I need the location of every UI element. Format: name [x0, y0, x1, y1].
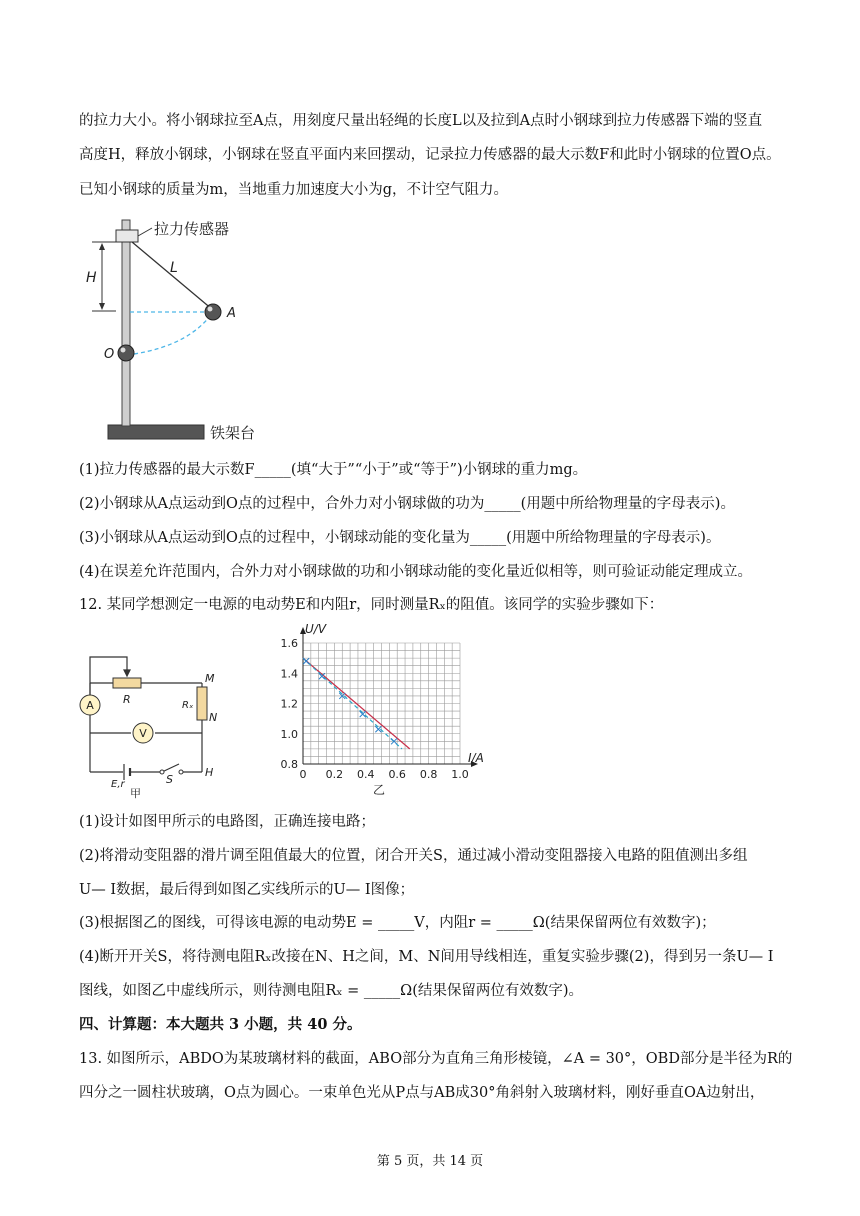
section-heading: 四、计算题：本大题共 3 小题，共 40 分。: [79, 1016, 362, 1033]
x-tick-label: 0.6: [388, 768, 406, 781]
x-axis-label: I/A: [468, 751, 484, 765]
y-tick-label: 1.6: [280, 637, 298, 650]
circuit-diagram: [75, 645, 245, 800]
q12-line-6: 图线，如图乙中虚线所示，则待测电阻Rₓ = _____Ω(结果保留两位有效数字)。: [79, 983, 584, 999]
force-sensor: [116, 230, 138, 242]
chart-grid: [303, 643, 460, 764]
chart-caption: 乙: [373, 783, 386, 797]
ammeter-label: A: [86, 699, 94, 712]
x-tick-label: 0: [299, 768, 307, 781]
stand-label: 铁架台: [210, 424, 256, 442]
point-o-label: O: [104, 347, 115, 362]
q13-line-2: 四分之一圆柱状玻璃，O点为圆心。一束单色光从P点与AB成30°角斜射入玻璃材料，刚好垂直OA边射出，: [79, 1085, 765, 1101]
rope-label: L: [170, 260, 178, 276]
q13-line-1: 13. 如图所示，ABDO为某玻璃材料的截面，ABO部分为直角三角形棱镜，∠A = 30°，OBD部分是半径为R的: [79, 1051, 793, 1067]
ui-graph: [270, 618, 500, 798]
pendulum-figure: [80, 210, 280, 455]
data-point: [360, 711, 366, 717]
x-tick-label: 0.4: [357, 768, 375, 781]
x-tick-label: 0.2: [325, 768, 344, 781]
resistor-rx: [197, 687, 207, 720]
rheostat: [113, 678, 141, 688]
rheostat-label: R: [123, 693, 131, 706]
intro-line-3: 已知小钢球的质量为m，当地重力加速度大小为g，不计空气阻力。: [79, 182, 509, 198]
height-label: H: [86, 270, 97, 286]
data-point: [303, 658, 309, 664]
stand-base: [108, 425, 204, 439]
page-footer: 第 5 页，共 14 页: [376, 1154, 484, 1169]
q12-intro: 12. 某同学想测定一电源的电动势E和内阻r，同时测量Rₓ的阻值。该同学的实验步骤如下：: [79, 597, 664, 613]
x-tick-label: 1.0: [451, 768, 469, 781]
y-axis-label: U/V: [305, 622, 327, 636]
node-h-label: H: [205, 766, 214, 779]
sensor-label: 拉力传感器: [154, 220, 230, 238]
q11-line-2: (2)小钢球从A点运动到O点的过程中，合外力对小钢球做的功为_____(用题中所给物理量的字母表示)。: [79, 496, 735, 512]
rx-label: Rₓ: [182, 700, 194, 711]
node-m-label: M: [205, 672, 215, 685]
stand-pole: [122, 220, 130, 426]
switch-label: S: [166, 773, 173, 786]
circuit-caption: 甲: [130, 787, 141, 800]
y-tick-label: 1.4: [280, 667, 298, 681]
rope: [132, 242, 213, 310]
q12-line-3: U— I数据，最后得到如图乙实线所示的U— I图像；: [79, 882, 415, 898]
intro-line-2: 高度H，释放小钢球，小钢球在竖直平面内来回摆动，记录拉力传感器的最大示数F和此时小钢球的位置O点。: [79, 147, 781, 163]
q12-line-4: (3)根据图乙的图线，可得该电源的电动势E = _____V，内阻r = _____Ω(结果保留两位有效数字)；: [79, 915, 716, 931]
y-tick-label: 1.0: [280, 727, 298, 741]
voltmeter-label: V: [139, 727, 147, 740]
point-a-label: A: [227, 306, 236, 321]
ball-o: [118, 345, 134, 361]
q12-line-2: (2)将滑动变阻器的滑片调至阻值最大的位置，闭合开关S，通过减小滑动变阻器接入电路的阻值测出多组: [79, 848, 748, 864]
q12-line-5: (4)断开开关S，将待测电阻Rₓ改接在N、H之间，M、N间用导线相连，重复实验步骤(2)，得到另一条U— I: [79, 949, 774, 965]
q11-line-3: (3)小钢球从A点运动到O点的过程中，小钢球动能的变化量为_____(用题中所给物理量的字母表示)。: [79, 530, 721, 546]
y-tick-label: 0.8: [280, 758, 298, 771]
ball-a: [205, 304, 221, 320]
source-label: E,r: [111, 779, 125, 790]
y-tick-label: 1.2: [280, 697, 298, 711]
node-n-label: N: [209, 711, 218, 724]
q11-line-4: (4)在误差允许范围内，合外力对小钢球做的功和小钢球动能的变化量近似相等，则可验证动能定理成立。: [79, 564, 753, 580]
q12-line-1: (1)设计如图甲所示的电路图，正确连接电路；: [79, 814, 376, 830]
intro-line-1: 的拉力大小。将小钢球拉至A点，用刻度尺量出轻绳的长度L以及拉到A点时小钢球到拉力传感器下端的竖直: [79, 113, 763, 129]
q11-line-1: (1)拉力传感器的最大示数F_____(填“大于”“小于”或“等于”)小钢球的重力mg。: [79, 462, 588, 478]
x-tick-label: 0.8: [419, 768, 438, 781]
